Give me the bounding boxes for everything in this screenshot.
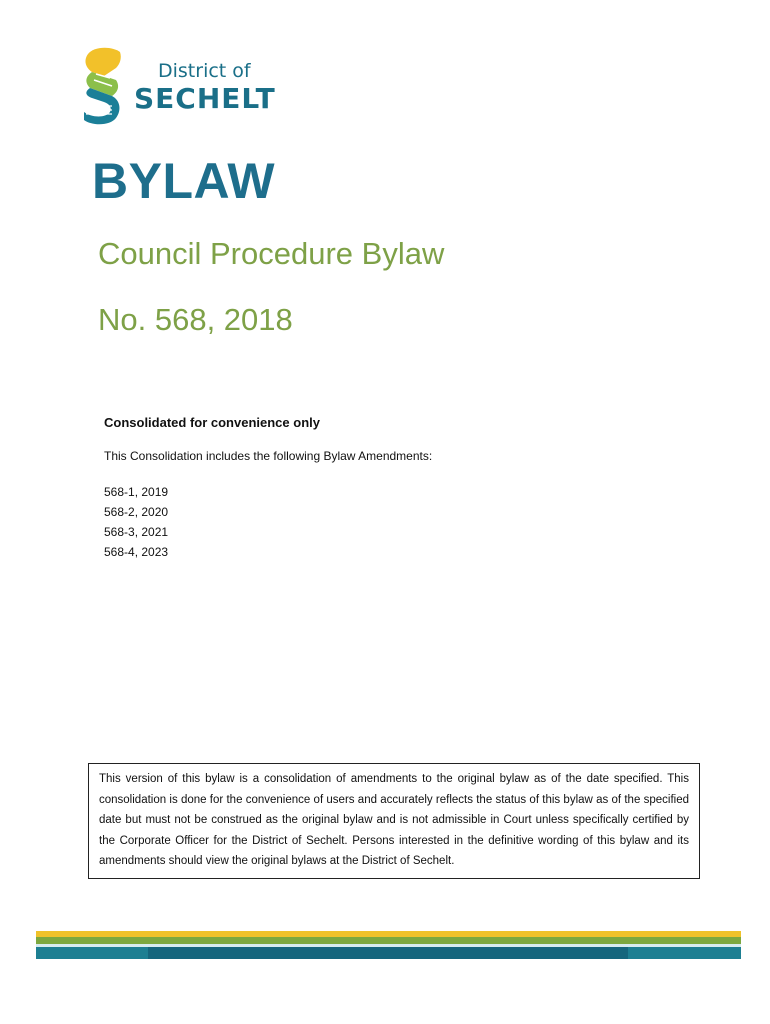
logo-text-district: District of <box>158 60 251 82</box>
district-logo <box>82 46 282 128</box>
sechelt-s-logo-icon <box>82 46 122 126</box>
footer-band-dark <box>148 947 628 959</box>
amendment-item: 568-2, 2020 <box>104 505 169 519</box>
consolidation-heading: Consolidated for convenience only <box>104 415 320 430</box>
document-number: No. 568, 2018 <box>98 302 293 337</box>
amendment-list <box>104 482 168 562</box>
amendment-item: 568-3, 2021 <box>104 525 169 539</box>
logo-text-sechelt: SECHELT <box>134 82 276 115</box>
consolidation-intro: This Consolidation includes the following Bylaw Amendments: <box>104 449 433 463</box>
document-type-heading: BYLAW <box>92 153 276 209</box>
disclaimer-box: This version of this bylaw is a consolidation of amendments to the original bylaw as of the date specified. This consolidation is done for the convenience of users and accurately reflects the status of this bylaw as of the specified date but must not be construed as the original bylaw and is not admissible in Court unless specifically certified by the Corporate Officer for the District of Sechelt. Persons interested in the definitive wording of this bylaw and its amendments should view the original bylaws at the District of Sechelt. <box>88 763 700 879</box>
document-title: Council Procedure Bylaw <box>98 236 445 271</box>
amendment-item: 568-1, 2019 <box>104 485 169 499</box>
footer-band-green <box>36 937 741 944</box>
amendment-item: 568-4, 2023 <box>104 545 169 559</box>
